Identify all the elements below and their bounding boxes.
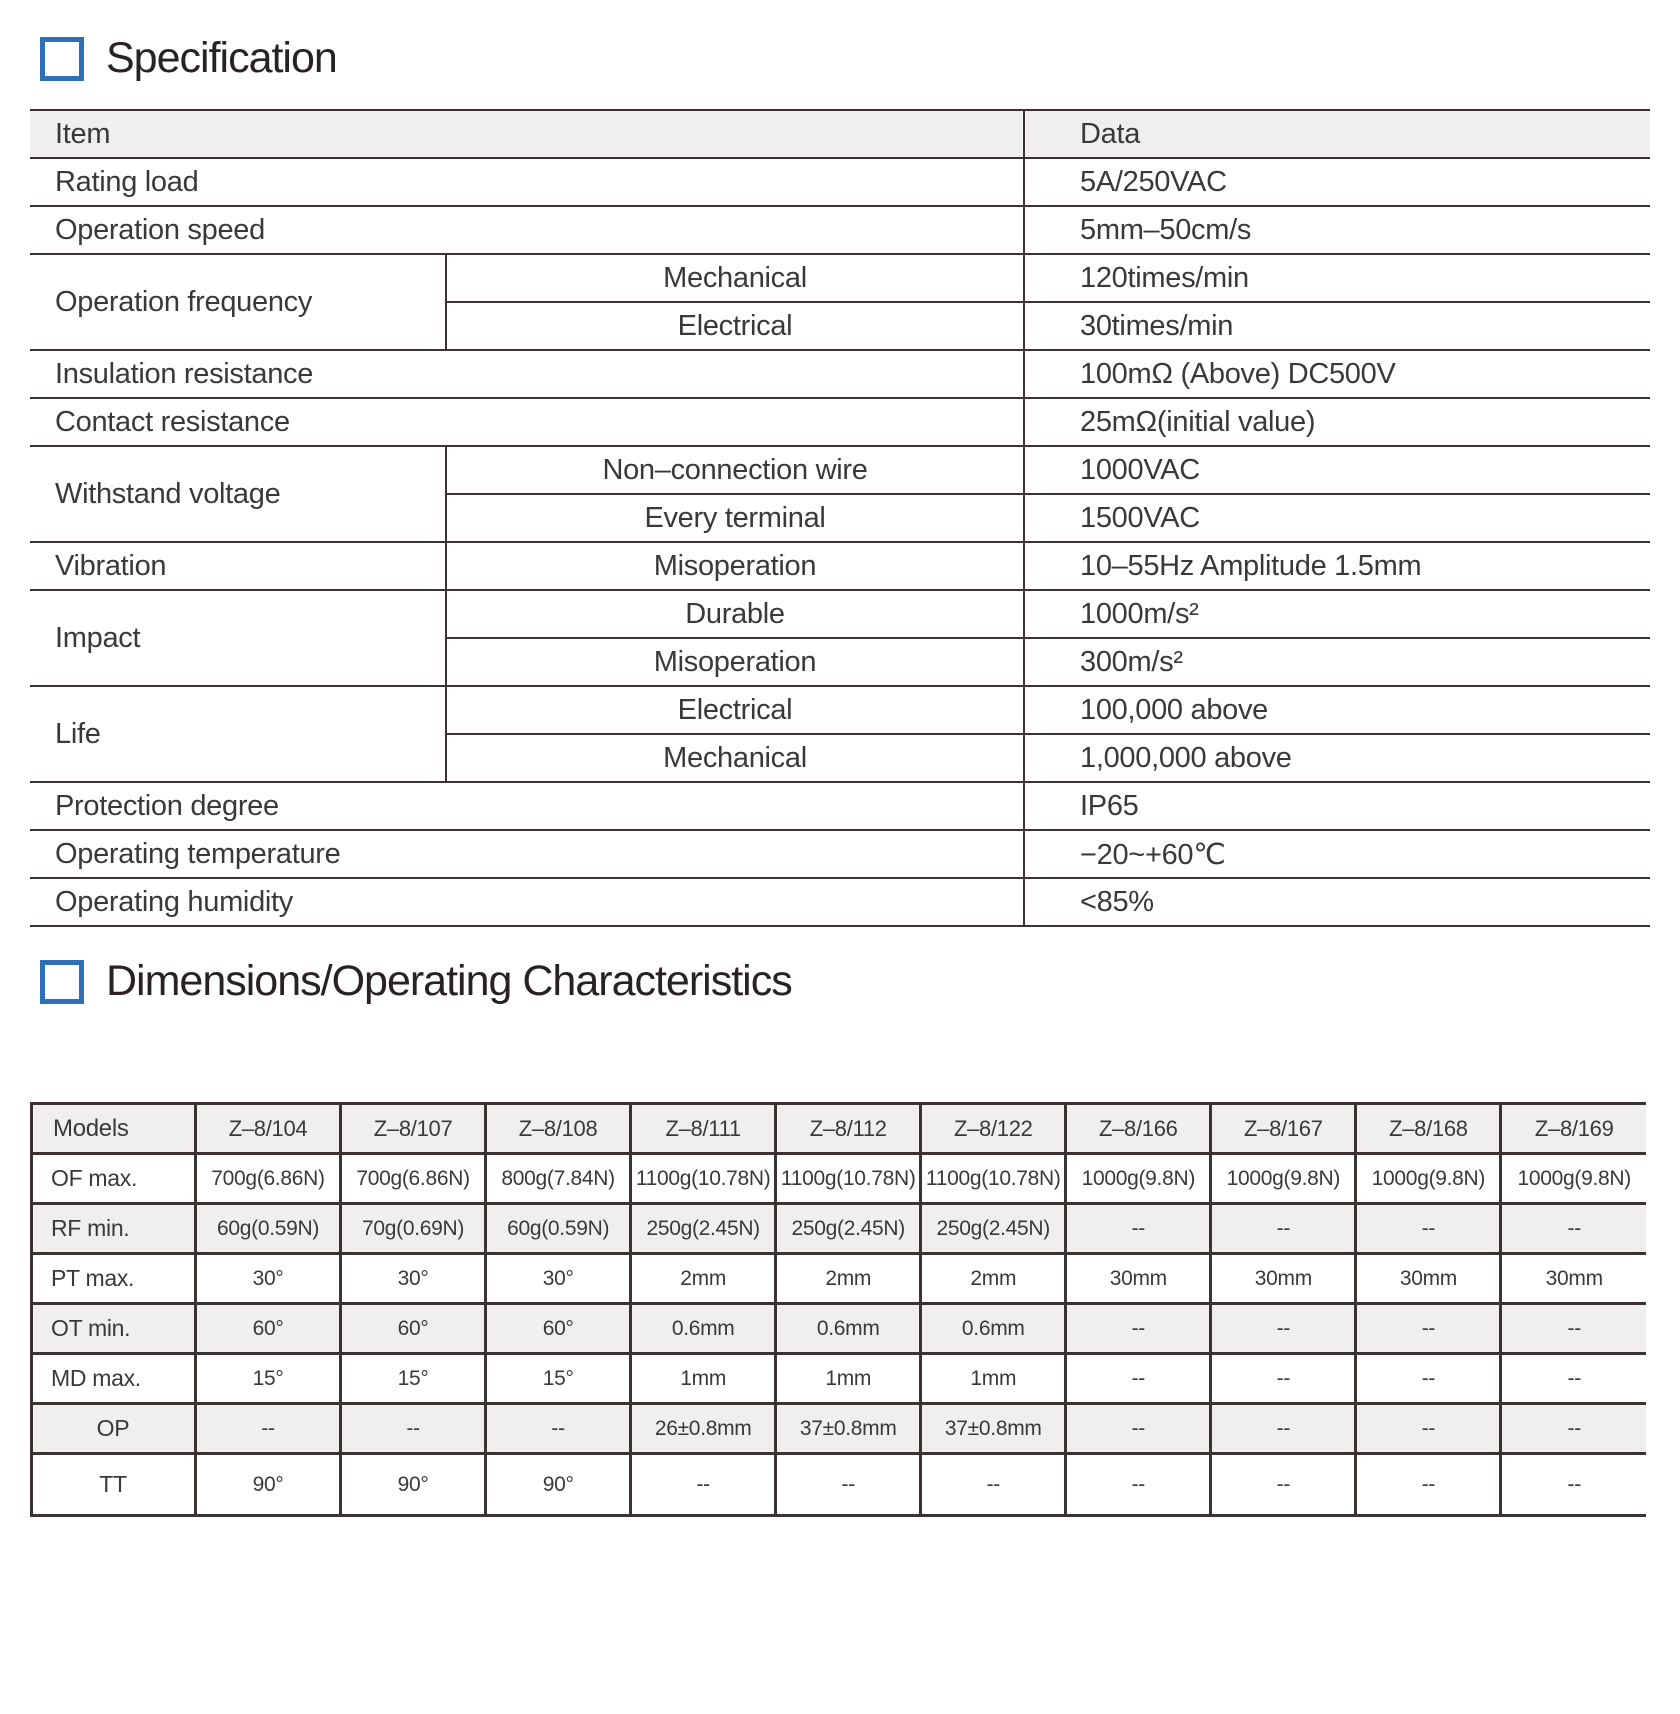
dim-col-header: Z–8/111 — [631, 1104, 776, 1154]
dim-cell: -- — [1501, 1204, 1646, 1254]
dim-cell: 0.6mm — [776, 1304, 921, 1354]
spec-row — [30, 446, 1650, 494]
dim-cell: 37±0.8mm — [921, 1404, 1066, 1454]
spec-row — [30, 542, 1650, 590]
dim-cell: -- — [196, 1404, 341, 1454]
dim-col-header: Z–8/104 — [196, 1104, 341, 1154]
spec-data-cell: 30times/min — [1024, 302, 1650, 350]
dim-cell: 60° — [486, 1304, 631, 1354]
spec-data-cell: 1500VAC — [1024, 494, 1650, 542]
spec-data-cell: 100,000 above — [1024, 686, 1650, 734]
dim-cell: -- — [1501, 1354, 1646, 1404]
dim-row-label: PT max. — [32, 1254, 196, 1304]
spec-item-cell: Rating load — [30, 158, 1024, 206]
dim-cell: 30° — [486, 1254, 631, 1304]
dim-cell: -- — [1211, 1354, 1356, 1404]
dim-table-row — [32, 1454, 1647, 1516]
dim-cell: -- — [1066, 1454, 1211, 1516]
dim-cell: 90° — [341, 1454, 486, 1516]
spec-row — [30, 590, 1650, 638]
dim-table-row — [32, 1404, 1647, 1454]
spec-data-cell: 100mΩ (Above) DC500V — [1024, 350, 1650, 398]
dim-cell: 1mm — [921, 1354, 1066, 1404]
dim-cell: -- — [1211, 1204, 1356, 1254]
dim-cell: -- — [1356, 1354, 1501, 1404]
section-title: Dimensions/Operating Characteristics — [106, 957, 792, 1005]
dim-col-header: Z–8/112 — [776, 1104, 921, 1154]
dim-cell: -- — [1501, 1404, 1646, 1454]
spec-sub-cell: Misoperation — [446, 542, 1024, 590]
spec-row — [30, 350, 1650, 398]
spec-row — [30, 686, 1650, 734]
dim-cell: 2mm — [776, 1254, 921, 1304]
spec-sub-cell: Electrical — [446, 686, 1024, 734]
dim-table-row — [32, 1204, 1647, 1254]
dim-cell: -- — [1501, 1454, 1646, 1516]
spec-data-cell: 120times/min — [1024, 254, 1650, 302]
dim-cell: 1000g(9.8N) — [1066, 1154, 1211, 1204]
spec-col-header-item: Item — [30, 110, 1024, 158]
dim-table — [30, 1102, 1646, 1517]
spec-row — [30, 878, 1650, 926]
dim-cell: 1100g(10.78N) — [921, 1154, 1066, 1204]
dim-cell: 90° — [486, 1454, 631, 1516]
spec-data-cell: 5mm–50cm/s — [1024, 206, 1650, 254]
dim-cell: 1mm — [631, 1354, 776, 1404]
dim-cell: 30mm — [1501, 1254, 1646, 1304]
dim-cell: 1100g(10.78N) — [776, 1154, 921, 1204]
dim-col-header: Z–8/166 — [1066, 1104, 1211, 1154]
spec-item-cell: Withstand voltage — [30, 446, 446, 542]
spec-data-cell: 1000m/s² — [1024, 590, 1650, 638]
dim-cell: -- — [1356, 1454, 1501, 1516]
spec-data-cell: 300m/s² — [1024, 638, 1650, 686]
spec-item-cell: Operation speed — [30, 206, 1024, 254]
spec-data-cell: −20~+60℃ — [1024, 830, 1650, 878]
dim-cell: 30mm — [1066, 1254, 1211, 1304]
dim-table-body — [32, 1104, 1647, 1516]
section-marker-icon — [40, 960, 84, 1004]
dim-cell: 1000g(9.8N) — [1501, 1154, 1646, 1204]
spec-data-cell: 10–55Hz Amplitude 1.5mm — [1024, 542, 1650, 590]
section-header-dimensions — [40, 957, 1680, 1006]
dim-cell: 250g(2.45N) — [631, 1204, 776, 1254]
dim-cell: 250g(2.45N) — [921, 1204, 1066, 1254]
dim-row-label: OT min. — [32, 1304, 196, 1354]
dim-cell: 1100g(10.78N) — [631, 1154, 776, 1204]
dim-cell: 2mm — [921, 1254, 1066, 1304]
dim-col-header: Z–8/122 — [921, 1104, 1066, 1154]
dim-row-label: MD max. — [32, 1354, 196, 1404]
dim-cell: 60g(0.59N) — [196, 1204, 341, 1254]
dim-cell: 700g(6.86N) — [341, 1154, 486, 1204]
dim-row-label: TT — [32, 1454, 196, 1516]
dim-cell: 1000g(9.8N) — [1211, 1154, 1356, 1204]
spec-sub-cell: Mechanical — [446, 734, 1024, 782]
dim-table-row — [32, 1154, 1647, 1204]
dim-row-label: OF max. — [32, 1154, 196, 1204]
section-marker-icon — [40, 37, 84, 81]
dim-cell: 1mm — [776, 1354, 921, 1404]
dim-cell: 0.6mm — [631, 1304, 776, 1354]
spec-data-cell: IP65 — [1024, 782, 1650, 830]
spec-col-header-data: Data — [1024, 110, 1650, 158]
spec-sub-cell: Non–connection wire — [446, 446, 1024, 494]
spec-sub-cell: Durable — [446, 590, 1024, 638]
dim-table-row — [32, 1254, 1647, 1304]
dim-cell: 60° — [341, 1304, 486, 1354]
dim-cell: -- — [1501, 1304, 1646, 1354]
spec-data-cell: 5A/250VAC — [1024, 158, 1650, 206]
dim-col-header: Z–8/108 — [486, 1104, 631, 1154]
dim-cell: 700g(6.86N) — [196, 1154, 341, 1204]
spec-table — [30, 109, 1650, 927]
dim-cell: -- — [1356, 1204, 1501, 1254]
dim-col-header: Z–8/168 — [1356, 1104, 1501, 1154]
dim-cell: 15° — [486, 1354, 631, 1404]
dim-cell: -- — [1356, 1404, 1501, 1454]
dim-cell: -- — [1211, 1304, 1356, 1354]
dim-cell: -- — [1066, 1354, 1211, 1404]
dim-cell: -- — [1356, 1304, 1501, 1354]
dim-cell: 26±0.8mm — [631, 1404, 776, 1454]
dim-cell: -- — [1066, 1404, 1211, 1454]
spec-item-cell: Insulation resistance — [30, 350, 1024, 398]
spec-row — [30, 158, 1650, 206]
dim-cell: 37±0.8mm — [776, 1404, 921, 1454]
spec-item-cell: Impact — [30, 590, 446, 686]
dim-table-head-row — [32, 1104, 1647, 1154]
dim-cell: 30mm — [1356, 1254, 1501, 1304]
dim-cell: -- — [486, 1404, 631, 1454]
dim-corner-header: Models — [32, 1104, 196, 1154]
spec-row — [30, 206, 1650, 254]
spec-row — [30, 782, 1650, 830]
spec-item-cell: Vibration — [30, 542, 446, 590]
dim-cell: -- — [776, 1454, 921, 1516]
dim-cell: 15° — [341, 1354, 486, 1404]
dim-cell: -- — [341, 1404, 486, 1454]
dim-cell: 90° — [196, 1454, 341, 1516]
spec-row — [30, 830, 1650, 878]
spec-item-cell: Protection degree — [30, 782, 1024, 830]
spec-row — [30, 398, 1650, 446]
spec-item-cell: Life — [30, 686, 446, 782]
dim-cell: 60° — [196, 1304, 341, 1354]
dim-table-row — [32, 1354, 1647, 1404]
dim-cell: 250g(2.45N) — [776, 1204, 921, 1254]
dim-cell: -- — [1211, 1404, 1356, 1454]
dim-cell: -- — [921, 1454, 1066, 1516]
spec-header-row — [30, 110, 1650, 158]
dim-cell: 0.6mm — [921, 1304, 1066, 1354]
spec-data-cell: 1000VAC — [1024, 446, 1650, 494]
dim-cell: 15° — [196, 1354, 341, 1404]
dim-cell: -- — [1211, 1454, 1356, 1516]
section-header-specification — [40, 34, 1680, 83]
dim-cell: 2mm — [631, 1254, 776, 1304]
dim-cell: -- — [1066, 1204, 1211, 1254]
spec-sub-cell: Electrical — [446, 302, 1024, 350]
spec-data-cell: 25mΩ(initial value) — [1024, 398, 1650, 446]
dim-cell: 70g(0.69N) — [341, 1204, 486, 1254]
spec-item-cell: Operating temperature — [30, 830, 1024, 878]
spec-item-cell: Operation frequency — [30, 254, 446, 350]
spec-item-cell: Contact resistance — [30, 398, 1024, 446]
dim-cell: 800g(7.84N) — [486, 1154, 631, 1204]
spec-data-cell: <85% — [1024, 878, 1650, 926]
spec-item-cell: Operating humidity — [30, 878, 1024, 926]
spec-sub-cell: Misoperation — [446, 638, 1024, 686]
section-title: Specification — [106, 34, 337, 82]
spec-sub-cell: Mechanical — [446, 254, 1024, 302]
dim-cell: 30mm — [1211, 1254, 1356, 1304]
dim-cell: 30° — [341, 1254, 486, 1304]
dim-col-header: Z–8/107 — [341, 1104, 486, 1154]
spec-data-cell: 1,000,000 above — [1024, 734, 1650, 782]
dim-cell: 30° — [196, 1254, 341, 1304]
spec-row — [30, 254, 1650, 302]
dim-col-header: Z–8/167 — [1211, 1104, 1356, 1154]
dim-cell: -- — [631, 1454, 776, 1516]
dim-col-header: Z–8/169 — [1501, 1104, 1646, 1154]
dim-table-row — [32, 1304, 1647, 1354]
spec-sub-cell: Every terminal — [446, 494, 1024, 542]
dim-row-label: RF min. — [32, 1204, 196, 1254]
dim-cell: 1000g(9.8N) — [1356, 1154, 1501, 1204]
dim-cell: -- — [1066, 1304, 1211, 1354]
dim-row-label: OP — [32, 1404, 196, 1454]
dim-cell: 60g(0.59N) — [486, 1204, 631, 1254]
